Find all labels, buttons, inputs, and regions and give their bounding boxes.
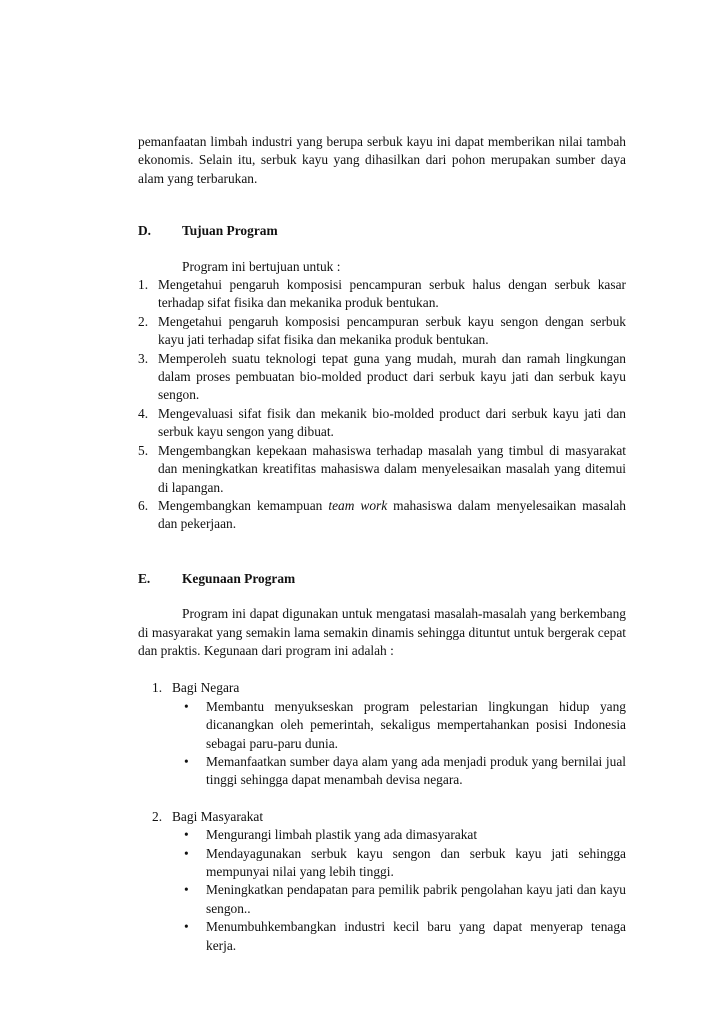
benefit-group bbox=[152, 808, 626, 955]
list-item bbox=[184, 698, 626, 753]
list-item bbox=[138, 405, 626, 442]
list-text bbox=[158, 497, 626, 534]
list-number: 2. bbox=[138, 313, 149, 329]
document-page bbox=[138, 133, 626, 955]
list-item bbox=[184, 845, 626, 882]
list-text: Mengurangi limbah plastik yang ada dimasyarakat bbox=[206, 827, 478, 843]
bullet-icon: • bbox=[184, 753, 189, 769]
list-text: Mengetahui pengaruh komposisi pencampuran serbuk kayu sengon dengan serbuk kayu jati terhadap sifat fisika dan mekanika produk bentukan. bbox=[158, 313, 626, 348]
list-text: Mengevaluasi sifat fisik dan mekanik bio-molded product dari serbuk kayu jati dan serbuk kayu sengon yang dibuat. bbox=[158, 405, 626, 440]
section-d-heading bbox=[138, 222, 626, 240]
list-number: 6. bbox=[138, 497, 149, 513]
section-e-number: E. bbox=[138, 570, 151, 586]
list-item bbox=[138, 442, 626, 497]
bullet-icon: • bbox=[184, 919, 189, 935]
section-e-paragraph: Program ini dapat digunakan untuk mengatasi masalah-masalah yang berkembang di masyarakat yang semakin lama semakin dinamis sehingga dituntut untuk bergerak cepat dan praktis. Kegunaan dari program ini adalah : bbox=[138, 606, 626, 658]
list-item bbox=[138, 350, 626, 405]
list-item bbox=[184, 918, 626, 955]
benefit-group-title bbox=[152, 679, 626, 697]
list-item bbox=[138, 497, 626, 534]
list-number: 3. bbox=[138, 350, 149, 366]
section-d-title: Tujuan Program bbox=[182, 223, 278, 239]
bullet-icon: • bbox=[184, 845, 189, 861]
list-number: 4. bbox=[138, 405, 149, 421]
list-text: Memperoleh suatu teknologi tepat guna yang mudah, murah dan ramah lingkungan dalam proses pembuatan bio-molded product dari serbuk kayu jati dan serbuk kayu sengon. bbox=[158, 350, 626, 403]
bullet-icon: • bbox=[184, 882, 189, 898]
list-text: Menumbuhkembangkan industri kecil baru yang dapat menyerap tenaga kerja. bbox=[206, 919, 626, 953]
intro-paragraph: pemanfaatan limbah industri yang berupa serbuk kayu ini dapat memberikan nilai tambah ekonomis. Selain itu, serbuk kayu yang dihasilkan dari pohon merupakan sumber daya alam yang terbarukan. bbox=[138, 134, 626, 186]
section-e-title: Kegunaan Program bbox=[182, 570, 296, 586]
group-number: 2. bbox=[152, 808, 163, 824]
list-item bbox=[138, 276, 626, 313]
list-number: 5. bbox=[138, 442, 149, 458]
list-number: 1. bbox=[138, 277, 149, 293]
italic-term: team work bbox=[328, 497, 388, 513]
section-d-number: D. bbox=[138, 223, 152, 239]
bullet-list bbox=[184, 698, 626, 790]
bullet-list bbox=[184, 826, 626, 955]
list-text: Mendayagunakan serbuk kayu sengon dan serbuk kayu jati sehingga mempunyai nilai yang lebih tinggi. bbox=[206, 845, 626, 879]
list-text: Membantu menyukseskan program pelestarian lingkungan hidup yang dicanangkan oleh pemerintah, sekaligus mempertahankan posisi Indonesia sebagai paru-paru dunia. bbox=[206, 698, 626, 751]
list-item bbox=[184, 826, 626, 844]
benefit-group-title bbox=[152, 808, 626, 826]
benefit-group bbox=[152, 679, 626, 789]
list-text: Mengetahui pengaruh komposisi pencampuran serbuk halus dengan serbuk kasar terhadap sifat fisika dan mekanika produk bentukan. bbox=[158, 277, 626, 311]
section-e-heading bbox=[138, 570, 626, 588]
group-title: Bagi Negara bbox=[172, 680, 240, 696]
group-title: Bagi Masyarakat bbox=[172, 808, 264, 824]
bullet-icon: • bbox=[184, 827, 189, 843]
objectives-list bbox=[138, 276, 626, 534]
list-text: Meningkatkan pendapatan para pemilik pabrik pengolahan kayu jati dan kayu sengon.. bbox=[206, 882, 626, 916]
list-text: Mengembangkan kepekaan mahasiswa terhadap masalah yang timbul di masyarakat dan meningkatkan kreatifitas mahasiswa dalam menyelesaikan masalah yang ditemui di lapangan. bbox=[158, 442, 626, 495]
bullet-icon: • bbox=[184, 698, 189, 714]
list-text: Memanfaatkan sumber daya alam yang ada menjadi produk yang bernilai jual tinggi sehingga dapat menambah devisa negara. bbox=[206, 753, 626, 788]
list-item bbox=[138, 313, 626, 350]
list-text-part: Mengembangkan kemampuan bbox=[158, 497, 329, 513]
list-text-part: mahasiswa dalam menyelesaikan masalah dan pekerjaan. bbox=[158, 497, 626, 532]
list-item bbox=[184, 881, 626, 918]
group-number: 1. bbox=[152, 680, 163, 696]
list-item bbox=[184, 753, 626, 790]
section-d-lead: Program ini bertujuan untuk : bbox=[182, 258, 341, 274]
